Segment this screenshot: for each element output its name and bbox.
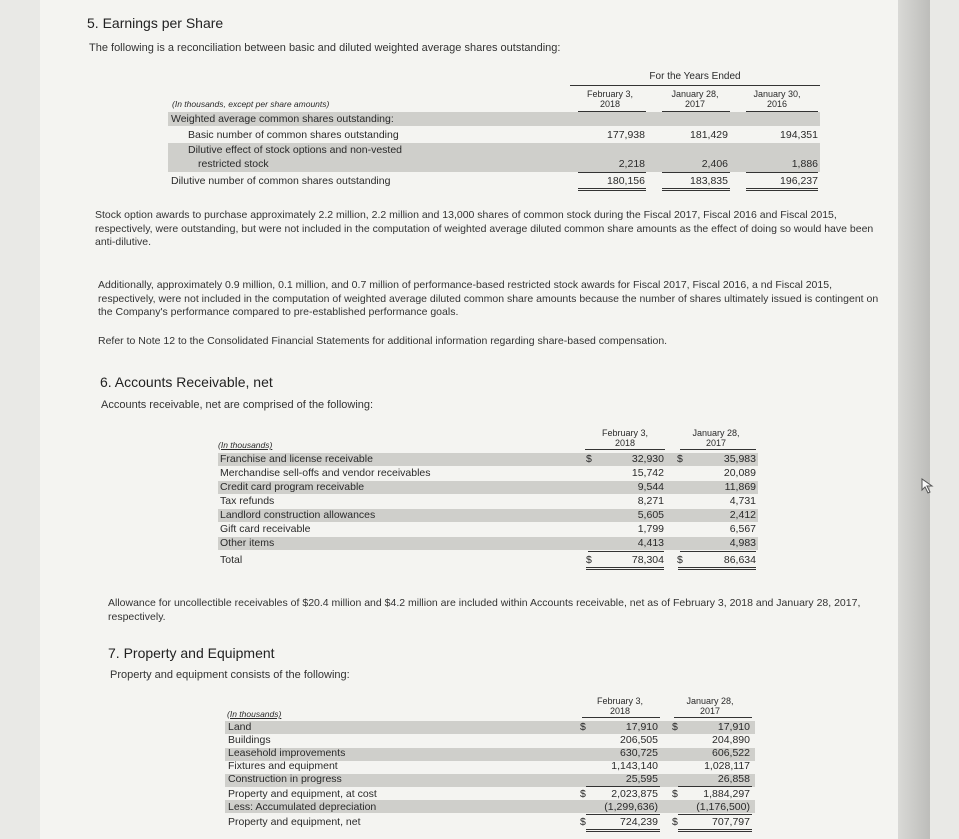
ppe-row: Land 17,910 17,910	[228, 721, 750, 733]
allowance-paragraph: Allowance for uncollectible receivables of $20.4 million and $4.2 million are included within Accounts receivable, net as of February 3, 2018 and January 28, 2017, respectively.	[108, 597, 861, 623]
ppe-row: Construction in progress 25,595 26,858	[228, 773, 750, 785]
ar-row: Other items 4,413 4,983	[220, 537, 756, 549]
ar-col2-header: January 28, 2017	[692, 428, 740, 448]
diluted-2017: 183,835	[690, 175, 728, 187]
performance-awards-paragraph: Additionally, approximately 0.9 million, 0.1 million, and 0.7 million of performance-based restricted stock awards for Fiscal 2017, Fiscal 2016, a nd Fiscal 2015, respectively, were not included in the computation of weighted average diluted common share amounts because the number of shares ultimately issued is contingent on the Company's performance compared to pre-established performance goals.	[98, 279, 879, 318]
basic-2018: 177,938	[607, 129, 645, 141]
diluted-2016: 196,237	[780, 175, 818, 187]
note-12-reference: Refer to Note 12 to the Consolidated Financial Statements for additional information regarding share-based compensation.	[98, 335, 668, 347]
ppe-units: (In thousands)	[227, 709, 282, 719]
ar-row: Gift card receivable 1,799 6,567	[220, 523, 756, 535]
dilutive-2016: 1,886	[791, 158, 818, 170]
mouse-pointer-icon	[921, 478, 935, 494]
ar-row: Merchandise sell-offs and vendor receivables 15,742 20,089	[220, 467, 756, 479]
dilutive-label-1: Dilutive effect of stock options and non-vested	[188, 144, 403, 156]
ar-col1-header: February 3, 2018	[601, 428, 649, 448]
ppe-dollar-sign: $	[580, 788, 586, 800]
section-7-intro: Property and equipment consists of the following:	[110, 669, 350, 681]
ppe-col2-header: January 28, 2017	[686, 696, 734, 716]
ar-row: Franchise and license receivable 32,930 35,983	[220, 453, 756, 465]
basic-2016: 194,351	[780, 129, 818, 141]
basic-shares-label: Basic number of common shares outstanding	[188, 129, 399, 141]
dilutive-2018: 2,218	[618, 158, 645, 170]
ar-row: Landlord construction allowances 5,605 2,412	[220, 509, 756, 521]
document-page	[40, 0, 930, 839]
eps-row-header: Weighted average common shares outstanding:	[171, 113, 394, 125]
eps-col2-header: January 28, 2017	[671, 89, 719, 109]
diluted-2018: 180,156	[607, 175, 645, 187]
ar-dollar-sign: $	[677, 554, 683, 566]
ppe-row: Less: Accumulated depreciation (1,299,636) (1,176,500)	[228, 801, 750, 813]
screen-edge	[898, 0, 930, 839]
ppe-row: Fixtures and equipment 1,143,140 1,028,117	[228, 760, 750, 772]
ar-dollar-sign: $	[586, 554, 592, 566]
dilutive-2017: 2,406	[701, 158, 728, 170]
dilutive-label-2: restricted stock	[198, 158, 269, 170]
ppe-row: Buildings 206,505 204,890	[228, 734, 750, 746]
ppe-dollar-sign: $	[672, 721, 678, 733]
ppe-col1-header: February 3, 2018	[596, 696, 644, 716]
ppe-dollar-sign: $	[580, 721, 586, 733]
ar-row: Credit card program receivable 9,544 11,869	[220, 481, 756, 493]
anti-dilutive-paragraph: Stock option awards to purchase approximately 2.2 million, 2.2 million and 13,000 shares of common stock during the Fiscal 2017, Fiscal 2016 and Fiscal 2015, respectively, were outstanding, but were not included in the computation of weighted average diluted common share amounts as the effect of doing so would have been anti-dilutive.	[95, 209, 874, 248]
ppe-row: Property and equipment, at cost 2,023,875 1,884,297	[228, 788, 750, 800]
ar-row: Tax refunds 8,271 4,731	[220, 495, 756, 507]
section-7-title: 7. Property and Equipment	[108, 645, 275, 661]
ar-units: (In thousands)	[218, 440, 273, 450]
section-6-intro: Accounts receivable, net are comprised of the following:	[101, 399, 374, 411]
ppe-net-row: Property and equipment, net 724,239 707,797	[228, 816, 750, 828]
ppe-dollar-sign: $	[672, 788, 678, 800]
ar-dollar-sign: $	[586, 453, 592, 465]
period-caption: For the Years Ended	[649, 71, 741, 82]
ppe-dollar-sign: $	[672, 816, 678, 828]
eps-col3-header: January 30, 2016	[753, 89, 801, 109]
eps-col1-header: February 3, 2018	[586, 89, 634, 109]
header-rule	[570, 85, 820, 86]
diluted-label: Dilutive number of common shares outstanding	[171, 175, 391, 187]
eps-units: (In thousands, except per share amounts)	[172, 99, 330, 109]
ar-total-row: Total 78,304 86,634	[220, 554, 756, 566]
ppe-dollar-sign: $	[580, 816, 586, 828]
basic-2017: 181,429	[690, 129, 728, 141]
ppe-row: Leasehold improvements 630,725 606,522	[228, 747, 750, 759]
ar-dollar-sign: $	[677, 453, 683, 465]
section-5-intro: The following is a reconciliation between basic and diluted weighted average shares outstanding:	[89, 42, 561, 54]
section-6-title: 6. Accounts Receivable, net	[100, 374, 273, 390]
section-5-title: 5. Earnings per Share	[87, 15, 224, 31]
